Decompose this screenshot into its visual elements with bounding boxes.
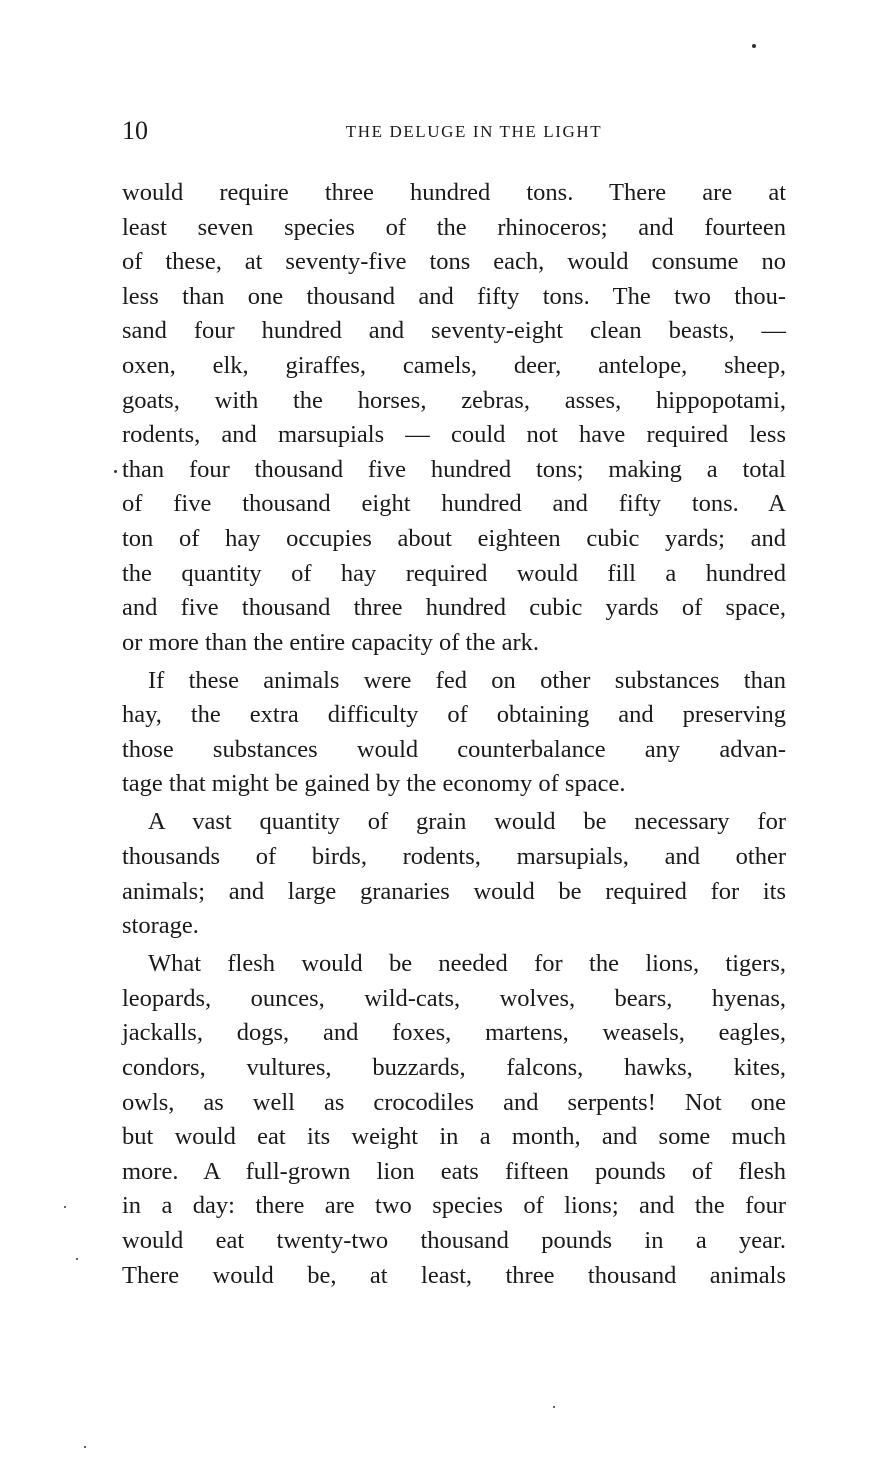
- text-line: would require three hundred tons. There are at: [122, 179, 786, 206]
- text-line: rodents, and marsupials — could not have required less: [122, 421, 786, 449]
- text-line: A vast quantity of grain would be necessary for: [148, 808, 786, 836]
- text-line: of five thousand eight hundred and fifty tons. A: [122, 490, 786, 518]
- paragraph-4: [122, 947, 786, 1293]
- scan-speck: [553, 1406, 555, 1408]
- text-line: than four thousand five hundred tons; making a total: [122, 455, 786, 483]
- text-line: more. A full-grown lion eats fifteen pounds of flesh: [122, 1157, 786, 1185]
- text-line: goats, with the horses, zebras, asses, hippopotami,: [122, 386, 786, 414]
- text-line: storage.: [122, 912, 199, 940]
- text-line: the quantity of hay required would fill a hundred: [122, 559, 786, 587]
- text-line: thousands of birds, rodents, marsupials, and other: [122, 843, 786, 871]
- paragraph-2: [122, 664, 786, 802]
- text-line: animals; and large granaries would be required for its: [122, 877, 786, 905]
- text-line: oxen, elk, giraffes, camels, deer, antelope, sheep,: [122, 351, 786, 379]
- running-head: [122, 116, 786, 146]
- scan-speck: [84, 1446, 86, 1448]
- text-line: tage that might be gained by the economy of space.: [122, 770, 626, 798]
- scan-speck: [64, 1206, 66, 1208]
- text-line: of these, at seventy-five tons each, would consume no: [122, 248, 786, 276]
- running-title: THE DELUGE IN THE LIGHT: [345, 122, 603, 141]
- scan-speck: [76, 1258, 78, 1260]
- text-line: leopards, ounces, wild-cats, wolves, bears, hyenas,: [122, 984, 786, 1012]
- paragraph-3: [122, 805, 786, 943]
- text-line: ton of hay occupies about eighteen cubic yards; and: [122, 524, 786, 552]
- text-line: or more than the entire capacity of the ark.: [122, 628, 539, 656]
- text-line: There would be, at least, three thousand animals: [122, 1261, 786, 1289]
- text-line: sand four hundred and seventy-eight clean beasts, —: [122, 317, 786, 345]
- scan-speck: [114, 470, 117, 473]
- page-number: 10: [122, 116, 148, 145]
- text-line: less than one thousand and fifty tons. The two thou-: [122, 282, 786, 310]
- text-line: jackalls, dogs, and foxes, martens, weasels, eagles,: [122, 1019, 786, 1047]
- text-line: least seven species of the rhinoceros; and fourteen: [122, 213, 786, 241]
- text-line: What flesh would be needed for the lions, tigers,: [148, 950, 786, 978]
- text-line: in a day: there are two species of lions; and the four: [122, 1192, 786, 1220]
- text-line: but would eat its weight in a month, and some much: [122, 1123, 786, 1151]
- text-line: would eat twenty-two thousand pounds in a year.: [122, 1226, 786, 1254]
- text-line: If these animals were fed on other substances than: [148, 666, 786, 694]
- scan-speck: [752, 44, 756, 48]
- paragraph-1: [122, 176, 786, 660]
- text-line: and five thousand three hundred cubic yards of space,: [122, 594, 786, 622]
- text-line: hay, the extra difficulty of obtaining and preserving: [122, 701, 786, 729]
- text-line: those substances would counterbalance any advan-: [122, 735, 786, 763]
- text-line: condors, vultures, buzzards, falcons, hawks, kites,: [122, 1054, 786, 1082]
- text-line: owls, as well as crocodiles and serpents! Not one: [122, 1088, 786, 1116]
- body-text: [122, 176, 786, 1293]
